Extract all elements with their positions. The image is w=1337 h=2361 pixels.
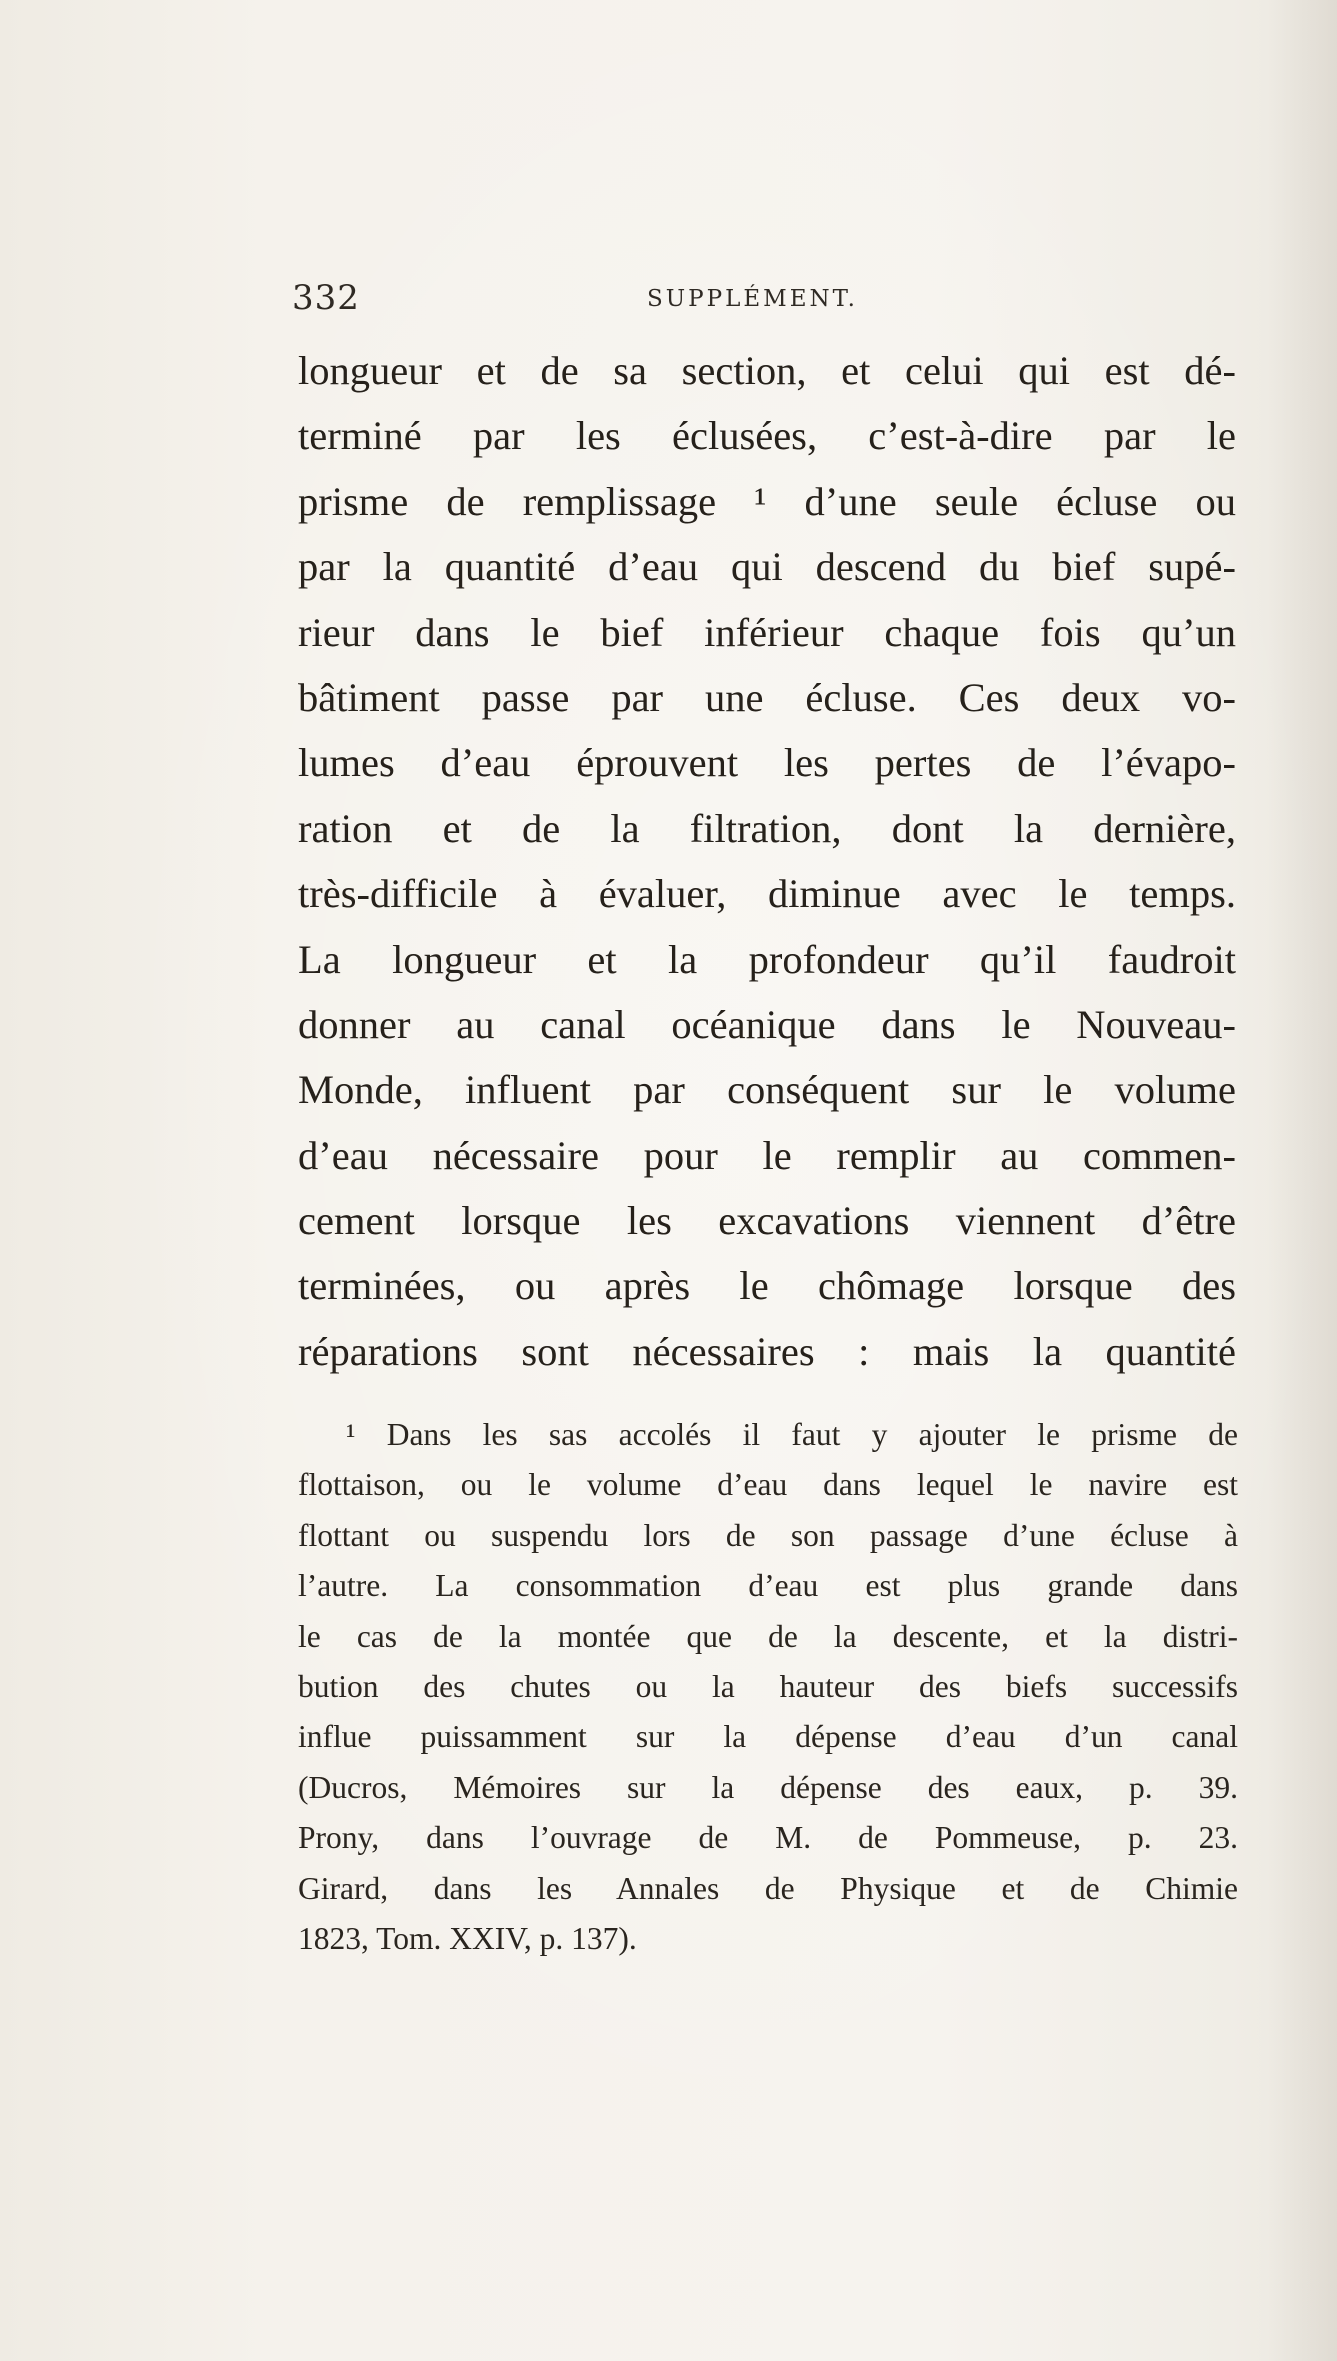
page-header bbox=[292, 278, 1242, 324]
footnote-line: l’autre. La consommation d’eau est plus grande dans bbox=[298, 1568, 1238, 1604]
body-line: prisme de remplissage ¹ d’une seule écluse ou bbox=[298, 478, 1236, 524]
running-head: SUPPLÉMENT. bbox=[647, 286, 858, 312]
page-number: 332 bbox=[292, 278, 360, 318]
footnote bbox=[298, 1410, 1238, 1964]
body-line: Monde, influent par conséquent sur le volume bbox=[298, 1067, 1236, 1113]
body-line: donner au canal océanique dans le Nouveau- bbox=[298, 1001, 1236, 1047]
body-line: terminé par les éclusées, c’est-à-dire par le bbox=[298, 413, 1236, 459]
footnote-line: flottaison, ou le volume d’eau dans lequel le navire est bbox=[298, 1467, 1238, 1503]
footnote-line: (Ducros, Mémoires sur la dépense des eaux, p. 39. bbox=[298, 1769, 1238, 1805]
body-line: d’eau nécessaire pour le remplir au commen- bbox=[298, 1132, 1236, 1178]
footnote-line: ¹ Dans les sas accolés il faut y ajouter le prisme de bbox=[346, 1417, 1238, 1452]
footnote-line: influe puissamment sur la dépense d’eau d’un canal bbox=[298, 1719, 1238, 1755]
body-line: lumes d’eau éprouvent les pertes de l’évapo- bbox=[298, 740, 1236, 786]
body-line: terminées, ou après le chômage lorsque des bbox=[298, 1263, 1236, 1309]
body-line: par la quantité d’eau qui descend du bief supé- bbox=[298, 544, 1236, 590]
footnote-line: Prony, dans l’ouvrage de M. de Pommeuse, p. 23. bbox=[298, 1820, 1238, 1856]
body-line: très-difficile à évaluer, diminue avec le temps. bbox=[298, 871, 1236, 917]
footnote-line: 1823, Tom. XXIV, p. 137). bbox=[298, 1920, 637, 1956]
footnote-line: le cas de la montée que de la descente, et la distri- bbox=[298, 1618, 1238, 1654]
body-text bbox=[298, 338, 1236, 1384]
page-gutter-shadow bbox=[1267, 0, 1337, 2361]
body-line: longueur et de sa section, et celui qui est dé- bbox=[298, 348, 1236, 393]
footnote-line: bution des chutes ou la hauteur des biefs successifs bbox=[298, 1668, 1238, 1704]
body-line: La longueur et la profondeur qu’il faudroit bbox=[298, 936, 1236, 982]
footnote-line: Girard, dans les Annales de Physique et de Chimie bbox=[298, 1870, 1238, 1906]
body-line: réparations sont nécessaires : mais la quantité bbox=[298, 1328, 1236, 1374]
footnote-line: flottant ou suspendu lors de son passage d’une écluse à bbox=[298, 1517, 1238, 1553]
body-line: bâtiment passe par une écluse. Ces deux vo- bbox=[298, 674, 1236, 720]
body-line: ration et de la filtration, dont la dernière, bbox=[298, 805, 1236, 851]
body-line: cement lorsque les excavations viennent d’être bbox=[298, 1198, 1236, 1244]
body-line: rieur dans le bief inférieur chaque fois qu’un bbox=[298, 609, 1236, 655]
